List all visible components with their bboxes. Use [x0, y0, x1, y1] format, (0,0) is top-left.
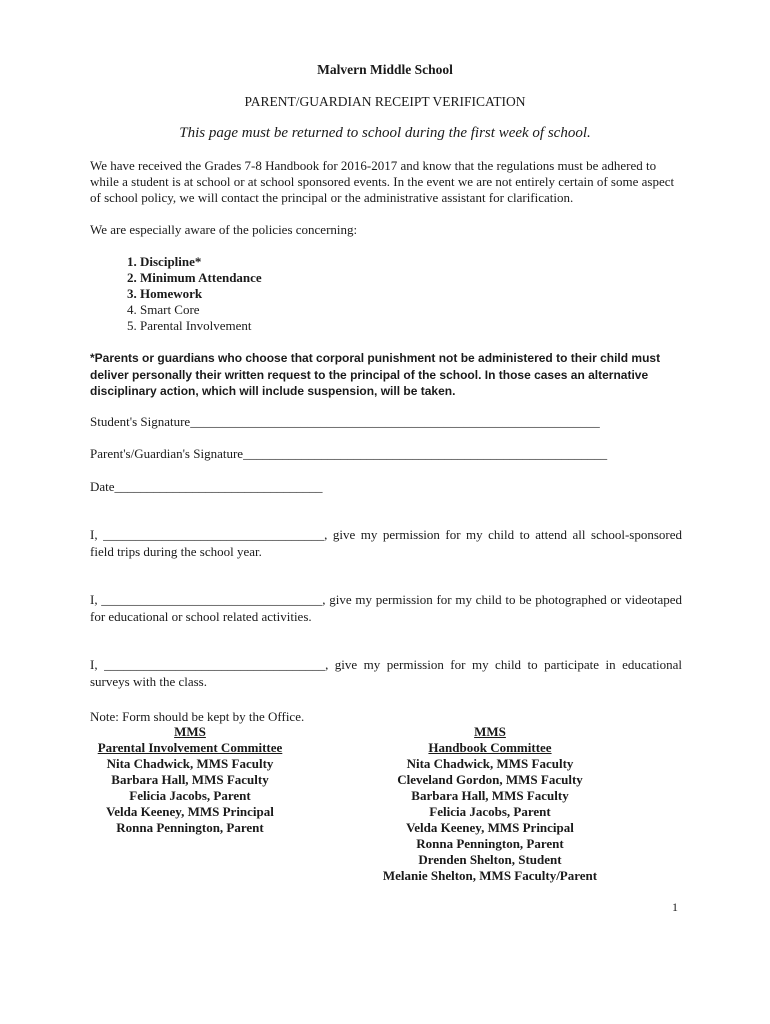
document-title: PARENT/GUARDIAN RECEIPT VERIFICATION [244, 94, 526, 109]
policy-item: 4. Smart Core [140, 302, 262, 318]
school-name: Malvern Middle School [317, 62, 453, 77]
committee-name: Parental Involvement Committee [97, 740, 283, 755]
committee-member: Felicia Jacobs, Parent [429, 804, 551, 819]
photo-permission: I, __________________________________, give my permission for my child to be photographed or videotaped for educational or school related activities. [90, 592, 682, 624]
intro-paragraph: We have received the Grades 7-8 Handbook for 2016-2017 and know that the regulations must be adhered to while a student is at school or at school sponsored events. In the event we are not entirely certain of some aspect of school policy, we will contact the principal or the administrative assistant for clarification. [90, 158, 675, 205]
parent-signature-line: Parent's/Guardian's Signature________________________________________________________ [90, 446, 608, 461]
date-line: Date________________________________ [90, 479, 323, 494]
student-signature-line: Student's Signature_______________________________________________________________ [90, 414, 600, 429]
committee-member: Cleveland Gordon, MMS Faculty [397, 772, 583, 787]
committee-member: Velda Keeney, MMS Principal [106, 804, 274, 819]
committee-member: Barbara Hall, MMS Faculty [411, 788, 569, 803]
policies-list [108, 254, 262, 334]
survey-permission: I, __________________________________, give my permission for my child to participate in educational surveys with the class. [90, 657, 682, 689]
return-notice: This page must be returned to school during the first week of school. [179, 125, 591, 141]
corporal-punishment-notice: *Parents or guardians who choose that corporal punishment not be administered to their child must deliver personally their written request to the principal of the school. In those cases an alternative disciplinary action, which will include suspension, will be taken. [90, 351, 661, 398]
committee-member: Nita Chadwick, MMS Faculty [106, 756, 274, 771]
committee-name: Handbook Committee [428, 740, 552, 755]
committee-member: Nita Chadwick, MMS Faculty [406, 756, 574, 771]
parental-involvement-committee [80, 724, 300, 836]
committee-member: Ronna Pennington, Parent [116, 820, 264, 835]
policy-item: 2. Minimum Attendance [140, 270, 262, 286]
page-number: 1 [672, 900, 678, 914]
policy-item: 1. Discipline* [140, 254, 262, 270]
office-note: Note: Form should be kept by the Office. [90, 709, 305, 724]
committee-member: Melanie Shelton, MMS Faculty/Parent [382, 868, 598, 883]
committee-member: Drenden Shelton, Student [418, 852, 562, 867]
policy-item: 3. Homework [140, 286, 262, 302]
handbook-committee [360, 724, 620, 884]
policies-intro: We are especially aware of the policies concerning: [90, 222, 358, 237]
committee-member: Velda Keeney, MMS Principal [406, 820, 574, 835]
committee-member: Ronna Pennington, Parent [416, 836, 564, 851]
committee-heading: MMS [474, 724, 506, 739]
policy-item: 5. Parental Involvement [140, 318, 262, 334]
committee-heading: MMS [174, 724, 206, 739]
committee-member: Felicia Jacobs, Parent [129, 788, 251, 803]
field-trip-permission: I, __________________________________, give my permission for my child to attend all school-sponsored field trips during the school year. [90, 527, 682, 559]
committee-member: Barbara Hall, MMS Faculty [111, 772, 269, 787]
